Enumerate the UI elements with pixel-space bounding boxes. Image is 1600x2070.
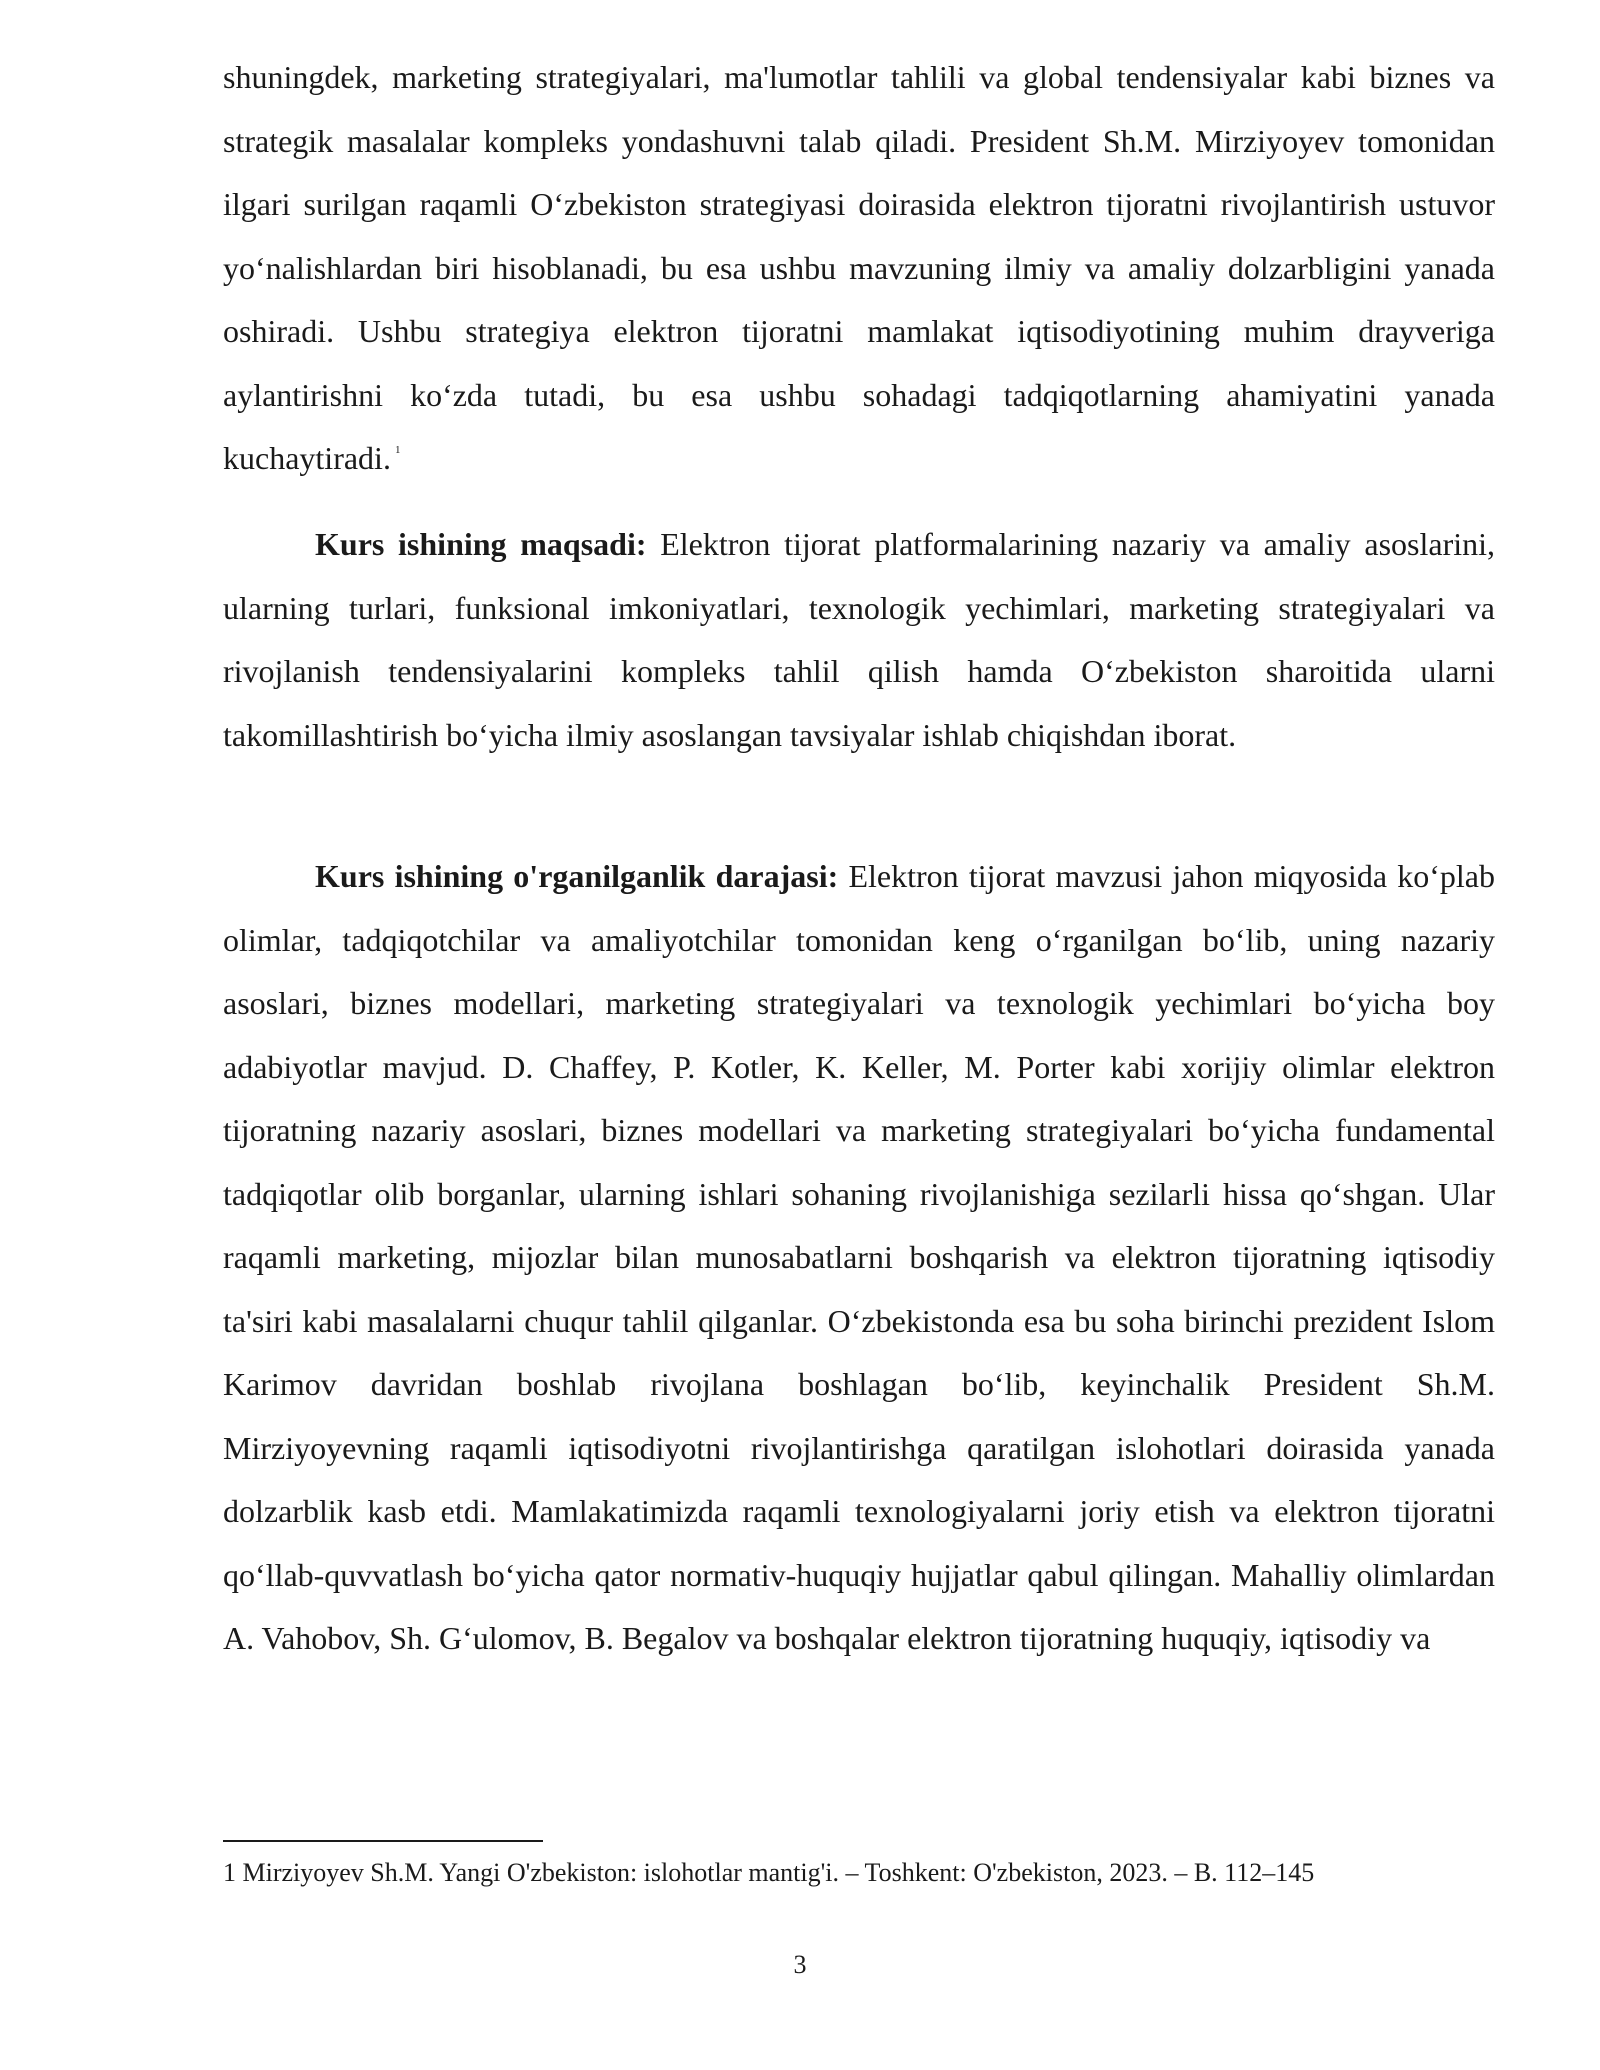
footnote: 1 Mirziyoyev Sh.M. Yangi O'zbekiston: islohotlar mantig'i. – Toshkent: O'zbekiston, 2023. – B. 112–145 [223, 1858, 1315, 1887]
paragraph-intro-text: shuningdek, marketing strategiyalari, ma'lumotlar tahlili va global tendensiyalar kabi biznes va strategik masalalar kompleks yondashuvni talab qiladi. President Sh.M. Mirziyoyev tomonidan ilgari surilgan raqamli O‘zbekiston strategiyasi doirasida elektron tijoratni rivojlantirish ustuvor yo‘nalishlardan biri hisoblanadi, bu esa ushbu mavzuning ilmiy va amaliy dolzarbligini yanada oshiradi. Ushbu strategiya elektron tijoratni mamlakat iqtisodiyotining muhim drayveriga aylantirishni ko‘zda tutadi, bu esa ushbu sohadagi tadqiqotlarning ahamiyatini yanada kuchaytiradi. [223, 59, 1495, 476]
paragraph-goal [223, 513, 1495, 767]
paragraph-study-level-text: Elektron tijorat mavzusi jahon miqyosida ko‘plab olimlar, tadqiqotchilar va amaliyotchilar tomonidan keng o‘rganilgan bo‘lib, uning nazariy asoslari, biznes modellari, marketing strategiyalari va texnologik yechimlari bo‘yicha boy adabiyotlar mavjud. D. Chaffey, P. Kotler, K. Keller, M. Porter kabi xorijiy olimlar elektron tijoratning nazariy asoslari, biznes modellari va marketing strategiyalari bo‘yicha fundamental tadqiqotlar olib borganlar, ularning ishlari sohaning rivojlanishiga sezilarli hissa qo‘shgan. Ular raqamli marketing, mijozlar bilan munosabatlarni boshqarish va elektron tijoratning iqtisodiy ta'siri kabi masalalarni chuqur tahlil qilganlar. O‘zbekistonda esa bu soha birinchi prezident Islom Karimov davridan boshlab rivojlana boshlagan bo‘lib, keyinchalik President Sh.M. Mirziyoyevning raqamli iqtisodiyotni rivojlantirishga qaratilgan islohotlari doirasida yanada dolzarblik kasb etdi. Mamlakatimizda raqamli texnologiyalarni joriy etish va elektron tijoratni qo‘llab-quvvatlash bo‘yicha qator normativ-huquqiy hujjatlar qabul qilingan. Mahalliy olimlardan A. Vahobov, Sh. G‘ulomov, B. Begalov va boshqalar elektron tijoratning huquqiy, iqtisodiy va [223, 858, 1495, 1656]
page-number: 3 [793, 1950, 807, 1979]
paragraph-study-level-heading: Kurs ishining o'rganilganlik darajasi: [315, 858, 839, 894]
paragraph-study-level [223, 845, 1495, 1671]
paragraph-goal-text: Elektron tijorat platformalarining nazariy va amaliy asoslarini, ularning turlari, funksional imkoniyatlari, texnologik yechimlari, marketing strategiyalari va rivojlanish tendensiyalarini kompleks tahlil qilish hamda O‘zbekiston sharoitida ularni takomillashtirish bo‘yicha ilmiy asoslangan tavsiyalar ishlab chiqishdan iborat. [223, 526, 1496, 753]
footnote-reference: 1 [394, 444, 401, 457]
footnote-divider [223, 1840, 543, 1842]
paragraph-goal-heading: Kurs ishining maqsadi: [315, 526, 647, 562]
paragraph-intro [223, 46, 1495, 491]
